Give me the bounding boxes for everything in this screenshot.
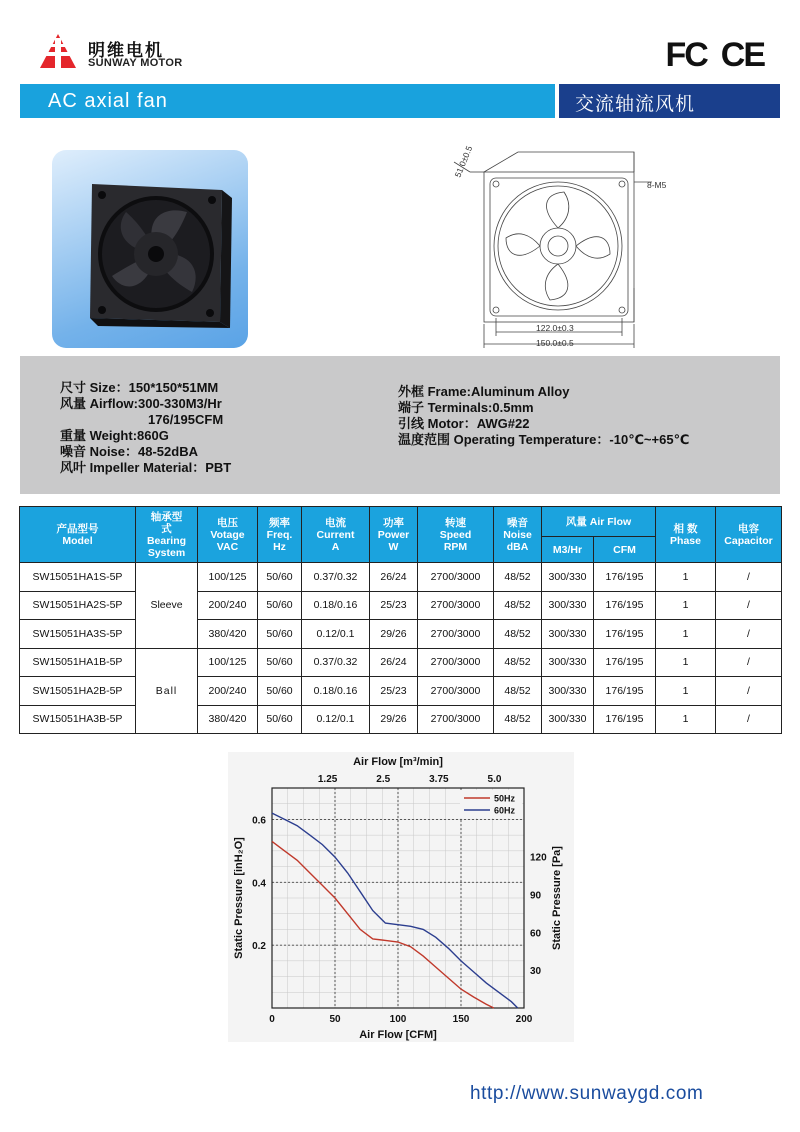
cell-power: 25/23 <box>370 677 418 706</box>
table-row <box>20 591 782 620</box>
performance-chart <box>228 752 574 1042</box>
cell-phase: 1 <box>656 705 716 734</box>
th-current: 电流 Current A <box>302 507 370 563</box>
cell-voltage: 200/240 <box>198 591 258 620</box>
drawing-hole-label: 122.0±0.3 <box>536 323 574 333</box>
cell-cfm: 176/195 <box>594 591 656 620</box>
y-tick-label: 0.4 <box>252 878 266 890</box>
th-capacitor: 电容 Capacitor <box>716 507 782 563</box>
cell-voltage: 100/125 <box>198 563 258 592</box>
cell-voltage: 380/420 <box>198 705 258 734</box>
spec-airflow-cfm: 176/195CFM <box>148 412 224 427</box>
table-row <box>20 563 782 592</box>
cell-model: SW15051HA1B-5P <box>20 648 136 677</box>
cell-noise: 48/52 <box>494 591 542 620</box>
cell-capacitor: / <box>716 677 782 706</box>
cell-capacitor: / <box>716 620 782 649</box>
spec-motor-lead: 引线 Motor：AWG#22 <box>398 416 530 431</box>
cell-noise: 48/52 <box>494 648 542 677</box>
cell-cfm: 176/195 <box>594 563 656 592</box>
cell-cfm: 176/195 <box>594 620 656 649</box>
cell-noise: 48/52 <box>494 563 542 592</box>
spec-list-left <box>60 380 231 476</box>
cell-speed: 2700/3000 <box>418 705 494 734</box>
th-power: 功率 Power W <box>370 507 418 563</box>
th-freq: 频率 Freq. Hz <box>258 507 302 563</box>
x-tick-label: 150 <box>452 1014 470 1025</box>
cell-phase: 1 <box>656 563 716 592</box>
certification-marks <box>665 38 764 72</box>
th-phase: 相 数 Phase <box>656 507 716 563</box>
spec-impeller: 风叶 Impeller Material：PBT <box>60 460 232 475</box>
title-bar-cn <box>559 84 780 118</box>
spec-list-right <box>398 384 689 448</box>
cell-speed: 2700/3000 <box>418 591 494 620</box>
cell-model: SW15051HA2S-5P <box>20 591 136 620</box>
cell-cfm: 176/195 <box>594 705 656 734</box>
cell-phase: 1 <box>656 677 716 706</box>
top-tick-label: 1.25 <box>317 774 338 785</box>
th-speed: 转速 Speed RPM <box>418 507 494 563</box>
cell-power: 29/26 <box>370 620 418 649</box>
ce-mark: CE <box>720 36 764 74</box>
drawing-width-label: 150.0±0.5 <box>536 338 574 348</box>
x-tick-label: 100 <box>389 1014 407 1025</box>
cell-m3hr: 300/330 <box>542 677 594 706</box>
y2-axis-label: Static Pressure [Pa] <box>551 846 563 950</box>
drawing-depth-label: 51.0±0.5 <box>452 144 475 179</box>
top-tick-label: 3.75 <box>429 774 449 785</box>
spec-airflow: 风量 Airflow:300-330M3/Hr <box>60 396 222 411</box>
cell-freq: 50/60 <box>258 677 302 706</box>
brand-logo <box>36 30 196 74</box>
cell-model: SW15051HA3B-5P <box>20 705 136 734</box>
table-row <box>20 705 782 734</box>
cell-speed: 2700/3000 <box>418 677 494 706</box>
cell-freq: 50/60 <box>258 648 302 677</box>
right-tick-label: 30 <box>530 966 542 978</box>
cell-speed: 2700/3000 <box>418 620 494 649</box>
cell-model: SW15051HA3S-5P <box>20 620 136 649</box>
model-spec-table <box>19 506 782 734</box>
th-model: 产品型号 Model <box>20 507 136 563</box>
cell-current: 0.18/0.16 <box>302 677 370 706</box>
right-tick-label: 60 <box>530 928 542 940</box>
top-tick-label: 5.0 <box>487 774 502 785</box>
x-tick-label: 200 <box>515 1014 533 1025</box>
cell-cfm: 176/195 <box>594 677 656 706</box>
table-row <box>20 677 782 706</box>
th-voltage: 电压 Votage VAC <box>198 507 258 563</box>
fc-mark: FC <box>665 36 707 74</box>
cell-freq: 50/60 <box>258 705 302 734</box>
cell-current: 0.18/0.16 <box>302 591 370 620</box>
title-cn: 交流轴流风机 <box>575 93 696 115</box>
th-m3hr: M3/Hr <box>542 537 594 563</box>
cell-phase: 1 <box>656 648 716 677</box>
chart-title: Air Flow [m³/min] <box>353 756 443 768</box>
brand-name-en: SUNWAY MOTOR <box>88 57 183 69</box>
cell-noise: 48/52 <box>494 705 542 734</box>
spec-noise: 噪音 Noise：48-52dBA <box>60 444 198 459</box>
cell-speed: 2700/3000 <box>418 648 494 677</box>
cell-bearing-sleeve: Sleeve <box>136 563 198 649</box>
cell-capacitor: / <box>716 648 782 677</box>
brand-name-cn: 明维电机 <box>88 41 164 61</box>
cell-m3hr: 300/330 <box>542 705 594 734</box>
spec-panel <box>20 356 780 494</box>
right-tick-label: 120 <box>530 852 547 864</box>
y-axis-label: Static Pressure [inH₂O] <box>233 837 245 959</box>
cell-current: 0.12/0.1 <box>302 705 370 734</box>
legend-label-60Hz: 60Hz <box>494 805 516 816</box>
top-tick-label: 2.5 <box>376 774 391 785</box>
cell-cfm: 176/195 <box>594 648 656 677</box>
th-bearing: 轴承型 式 Bearing System <box>136 507 198 563</box>
cell-current: 0.37/0.32 <box>302 648 370 677</box>
table-header-row <box>20 507 782 537</box>
cell-current: 0.37/0.32 <box>302 563 370 592</box>
th-airflow: 风量 Air Flow <box>542 507 656 537</box>
cell-voltage: 200/240 <box>198 677 258 706</box>
th-cfm: CFM <box>594 537 656 563</box>
cell-phase: 1 <box>656 591 716 620</box>
cell-bearing-ball: Ball <box>136 648 198 734</box>
spec-temperature: 温度范围 Operating Temperature：-10℃~+65℃ <box>398 432 690 447</box>
x-axis-label: Air Flow [CFM] <box>359 1029 437 1041</box>
spec-frame: 外框 Frame:Aluminum Alloy <box>398 384 570 399</box>
cell-voltage: 380/420 <box>198 620 258 649</box>
technical-drawing <box>440 138 680 353</box>
legend-label-50Hz: 50Hz <box>494 793 516 804</box>
title-bar <box>20 84 780 118</box>
cell-model: SW15051HA1S-5P <box>20 563 136 592</box>
cell-noise: 48/52 <box>494 620 542 649</box>
drawing-screw-label: 8-M5 <box>647 180 667 190</box>
cell-freq: 50/60 <box>258 591 302 620</box>
cell-m3hr: 300/330 <box>542 620 594 649</box>
cell-power: 25/23 <box>370 591 418 620</box>
right-tick-label: 90 <box>530 890 542 902</box>
spec-terminals: 端子 Terminals:0.5mm <box>398 400 534 415</box>
x-tick-label: 0 <box>269 1014 275 1025</box>
cell-capacitor: / <box>716 591 782 620</box>
cell-freq: 50/60 <box>258 563 302 592</box>
spec-size: 尺寸 Size：150*150*51MM <box>60 380 219 395</box>
cell-phase: 1 <box>656 620 716 649</box>
chart-background <box>228 752 574 1042</box>
y-tick-label: 0.6 <box>252 815 266 827</box>
title-en: AC axial fan <box>48 90 168 112</box>
cell-m3hr: 300/330 <box>542 591 594 620</box>
table-row <box>20 648 782 677</box>
cell-capacitor: / <box>716 705 782 734</box>
cell-voltage: 100/125 <box>198 648 258 677</box>
cell-power: 26/24 <box>370 563 418 592</box>
cell-freq: 50/60 <box>258 620 302 649</box>
cell-capacitor: / <box>716 563 782 592</box>
cell-power: 29/26 <box>370 705 418 734</box>
cell-speed: 2700/3000 <box>418 563 494 592</box>
cell-noise: 48/52 <box>494 677 542 706</box>
cell-m3hr: 300/330 <box>542 563 594 592</box>
cell-power: 26/24 <box>370 648 418 677</box>
x-tick-label: 50 <box>329 1014 341 1025</box>
table-row <box>20 620 782 649</box>
pyramid-logo-icon <box>36 32 80 72</box>
cell-m3hr: 300/330 <box>542 648 594 677</box>
th-noise: 噪音 Noise dBA <box>494 507 542 563</box>
cell-model: SW15051HA2B-5P <box>20 677 136 706</box>
fan-photo-icon <box>52 150 248 348</box>
website-url[interactable]: http://www.sunwaygd.com <box>470 1083 704 1104</box>
y-tick-label: 0.2 <box>252 941 266 953</box>
spec-weight: 重量 Weight:860G <box>60 428 169 443</box>
title-bar-en <box>20 84 555 118</box>
product-photo <box>52 150 248 348</box>
cell-current: 0.12/0.1 <box>302 620 370 649</box>
